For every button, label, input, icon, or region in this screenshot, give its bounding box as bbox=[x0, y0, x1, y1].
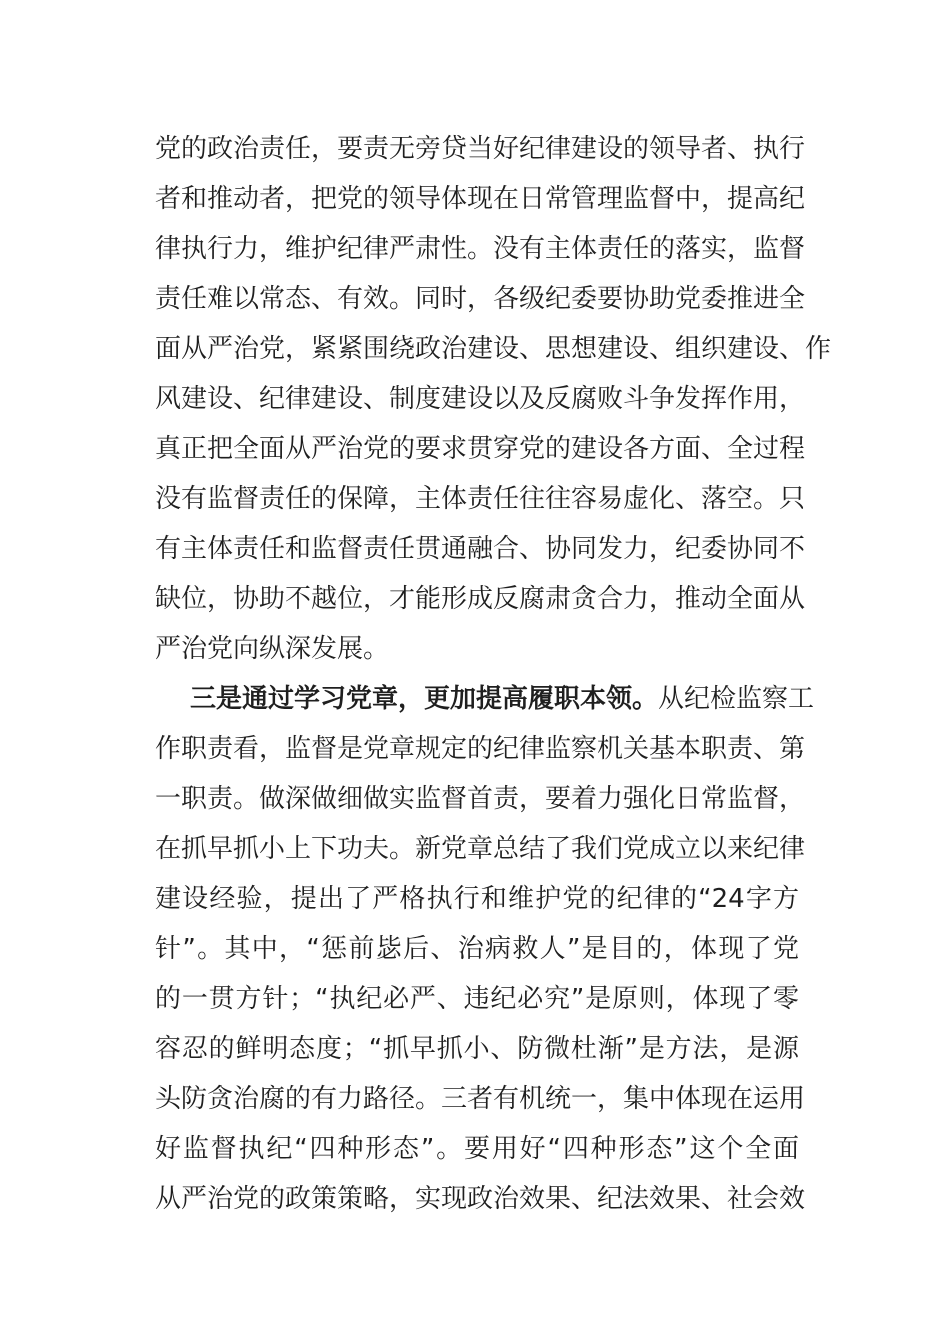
text-segment: 从纪检监察工 bbox=[658, 684, 815, 714]
text-line: 的一贯方针；“执纪必严、违纪必究”是原则，体现了零 bbox=[155, 984, 799, 1014]
text-line: 容忍的鲜明态度；“抓早抓小、防微杜渐”是方法，是源 bbox=[155, 1034, 799, 1064]
text-line: 有主体责任和监督责任贯通融合、协同发力，纪委协同不 bbox=[155, 534, 806, 564]
text-line: 在抓早抓小上下功夫。新党章总结了我们党成立以来纪律 bbox=[155, 834, 806, 864]
paragraph-party-responsibility bbox=[155, 124, 832, 674]
paragraph-first-line bbox=[155, 674, 815, 724]
text-line: 面从严治党，紧紧围绕政治建设、思想建设、组织建设、作 bbox=[155, 334, 832, 364]
text-line: 一职责。做深做细做实监督首责，要着力强化日常监督， bbox=[155, 784, 806, 814]
text-line: 严治党向纵深发展。 bbox=[155, 634, 390, 664]
text-line: 头防贪治腐的有力路径。三者有机统一，集中体现在运用 bbox=[155, 1084, 806, 1114]
text-line: 针”。其中，“惩前毖后、治病救人”是目的，体现了党 bbox=[155, 934, 799, 964]
text-line: 从严治党的政策策略，实现政治效果、纪法效果、社会效 bbox=[155, 1184, 806, 1214]
paragraph-study-party-constitution bbox=[155, 674, 815, 1224]
text-line: 风建设、纪律建设、制度建设以及反腐败斗争发挥作用， bbox=[155, 384, 806, 414]
text-line: 党的政治责任，要责无旁贷当好纪律建设的领导者、执行 bbox=[155, 134, 806, 164]
document-body bbox=[155, 124, 832, 1224]
text-line: 真正把全面从严治党的要求贯穿党的建设各方面、全过程 bbox=[155, 434, 806, 464]
text-line: 作职责看，监督是党章规定的纪律监察机关基本职责、第 bbox=[155, 734, 806, 764]
text-line: 者和推动者，把党的领导体现在日常管理监督中，提高纪 bbox=[155, 184, 806, 214]
text-line: 律执行力，维护纪律严肃性。没有主体责任的落实，监督 bbox=[155, 234, 806, 264]
text-line: 好监督执纪“四种形态”。要用好“四种形态”这个全面 bbox=[155, 1134, 799, 1164]
text-line: 责任难以常态、有效。同时，各级纪委要协助党委推进全 bbox=[155, 284, 806, 314]
text-line: 建设经验，提出了严格执行和维护党的纪律的“24字方 bbox=[155, 884, 799, 914]
text-line: 缺位，协助不越位，才能形成反腐肃贪合力，推动全面从 bbox=[155, 584, 806, 614]
paragraph-heading: 三是通过学习党章，更加提高履职本领。 bbox=[190, 684, 659, 714]
text-line: 没有监督责任的保障，主体责任往往容易虚化、落空。只 bbox=[155, 484, 806, 514]
